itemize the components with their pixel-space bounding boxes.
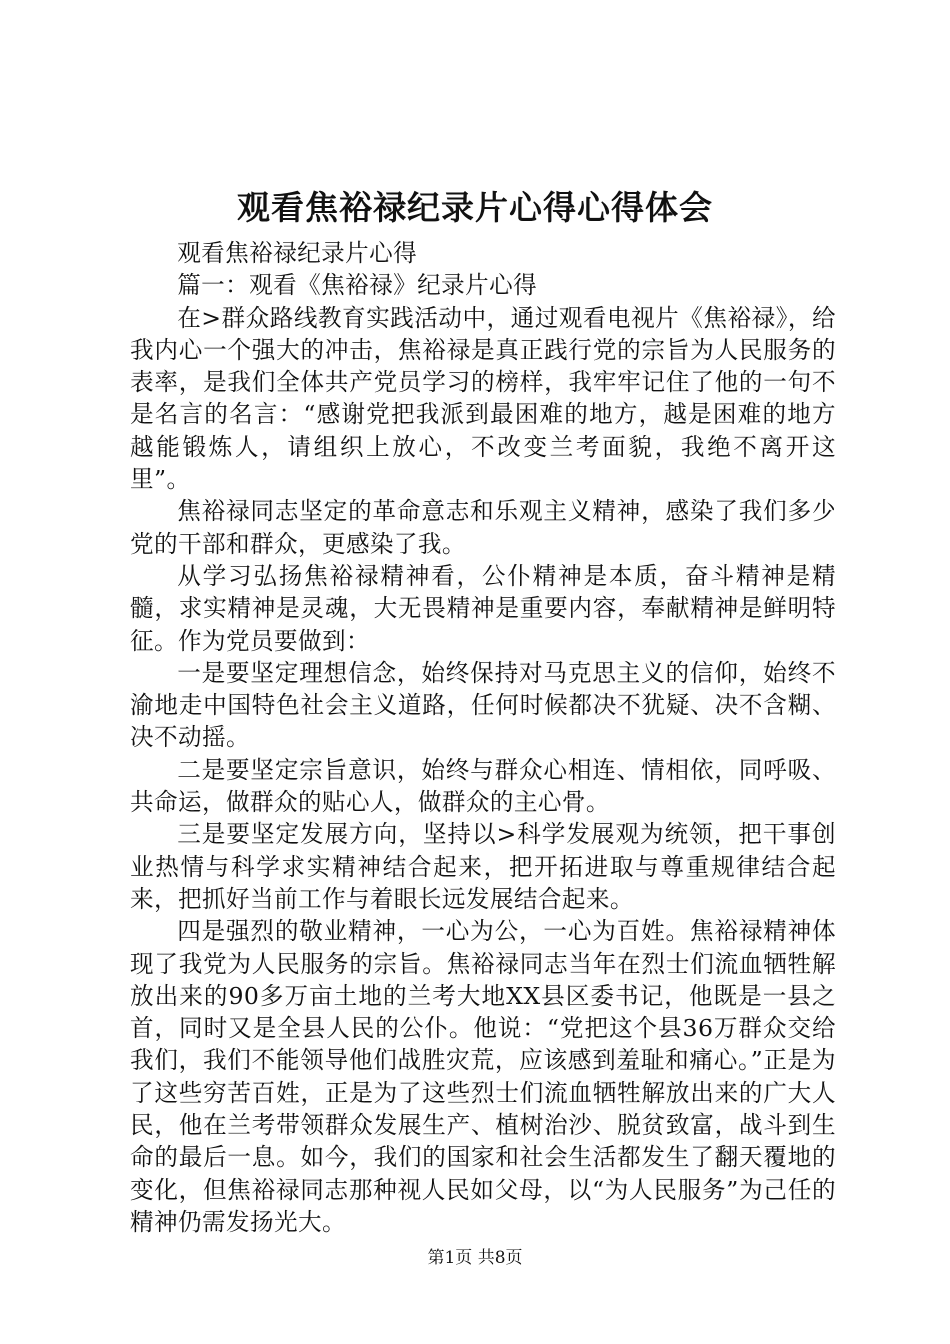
page-number: 第1页 共8页 [427,1248,523,1268]
paragraph: 从学习弘扬焦裕禄精神看，公仆精神是本质，奋斗精神是精髓，求实精神是灵魂，大无畏精神是重要内容，奉献精神是鲜明特征。作为党员要做到： [130,561,836,655]
paragraph: 四是强烈的敬业精神，一心为公，一心为百姓。焦裕禄精神体现了我党为人民服务的宗旨。焦裕禄同志当年在烈士们流血牺牲解放出来的90多万亩土地的兰考大地XX县区委书记，他既是一县之首，同时又是全县人民的公仆。他说：“党把这个县36万群众交给我们，我们不能领导他们战胜灾荒，应该感到羞耻和痛心。”正是为了这些穷苦百姓，正是为了这些烈士们流血牺牲解放出来的广大人民，他在兰考带领群众发展生产、植树治沙、脱贫致富，战斗到生命的最后一息。如今，我们的国家和社会生活都发生了翻天覆地的变化，但焦裕禄同志那种视人民如父母，以“为人民服务”为己任的精神仍需发扬光大。 [130,917,836,1236]
document-body [130,237,836,1238]
section-heading: 篇一：观看《焦裕禄》纪录片心得 [177,271,538,300]
subtitle: 观看焦裕禄纪录片心得 [177,239,418,267]
paragraph: 在>群众路线教育实践活动中，通过观看电视片《焦裕禄》，给我内心一个强大的冲击，焦裕禄是真正践行党的宗旨为人民服务的表率，是我们全体共产党员学习的榜样，我牢牢记住了他的一句不是名言的名言：“感谢党把我派到最困难的地方，越是困难的地方越能锻炼人，请组织上放心，不改变兰考面貌，我绝不离开这里”。 [130,303,836,494]
paragraph: 焦裕禄同志坚定的革命意志和乐观主义精神，感染了我们多少党的干部和群众，更感染了我。 [130,497,836,558]
paragraph: 二是要坚定宗旨意识，始终与群众心相连、情相依，同呼吸、共命运，做群众的贴心人，做群众的主心骨。 [130,755,836,817]
page-title: 观看焦裕禄纪录片心得心得体会 [237,188,713,227]
paragraph: 三是要坚定发展方向，坚持以>科学发展观为统领，把干事创业热情与科学求实精神结合起来，把开拓进取与尊重规律结合起来，把抓好当前工作与着眼长远发展结合起来。 [130,820,836,913]
paragraph: 一是要坚定理想信念，始终保持对马克思主义的信仰，始终不渝地走中国特色社会主义道路，任何时候都决不犹疑、决不含糊、决不动摇。 [130,658,836,752]
